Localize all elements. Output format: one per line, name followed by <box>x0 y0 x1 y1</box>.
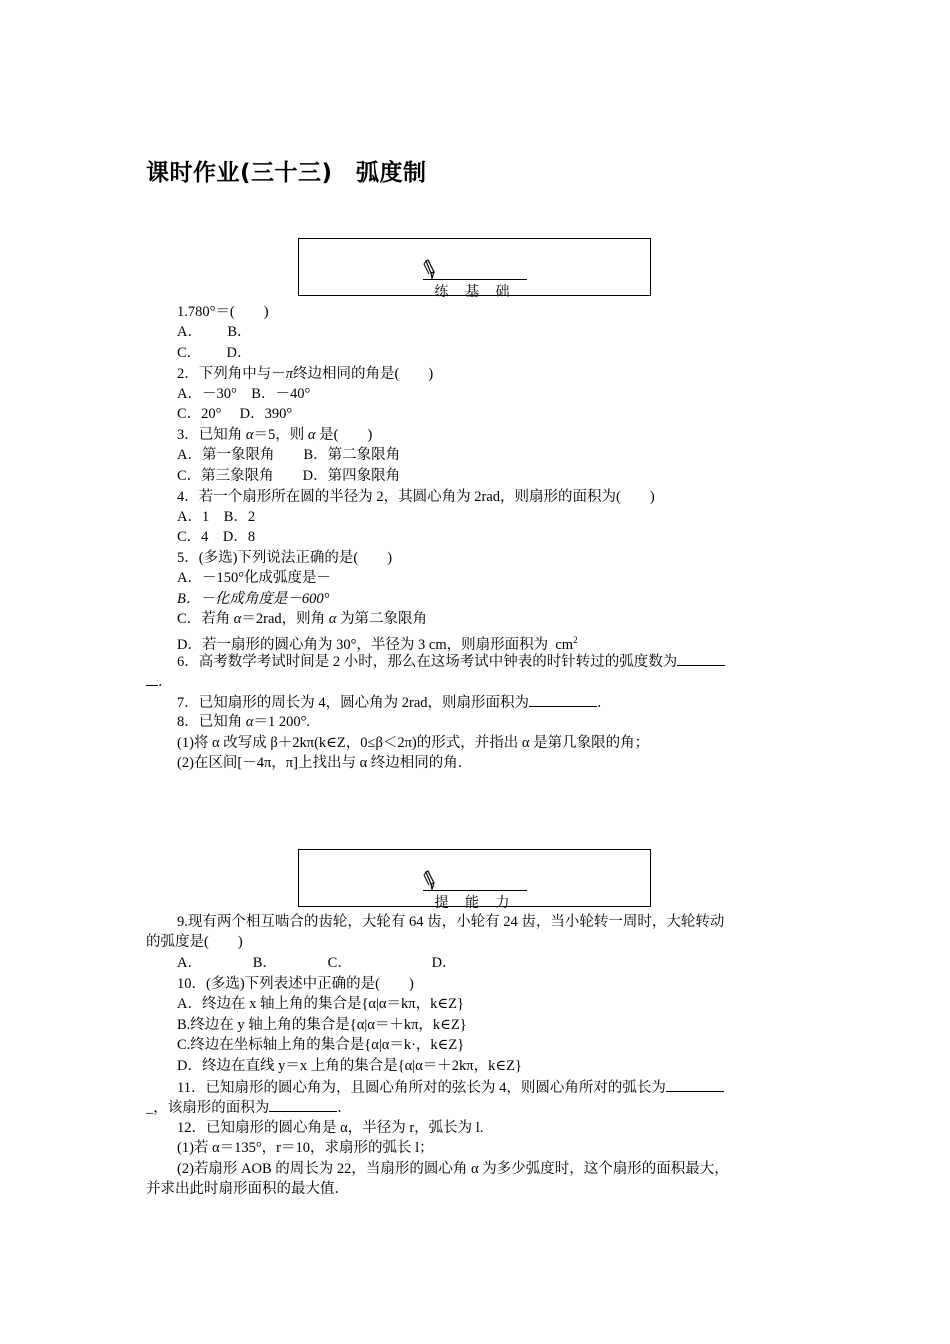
question-5-stem: 5．(多选)下列说法正确的是( ) <box>177 550 393 566</box>
answer-blank[interactable] <box>677 651 725 666</box>
question-10-option-d: D．终边在直线 y＝x 上角的集合是{α|α＝＋2kπ，k∈Z} <box>177 1058 522 1074</box>
q5-text: C．若角 <box>177 611 234 627</box>
question-10-option-b: B.终边在 y 轴上角的集合是{α|α＝＋kπ，k∈Z} <box>177 1017 467 1033</box>
section-banner-advanced <box>298 849 651 911</box>
q8-text: ＝1 200°. <box>253 714 311 730</box>
q3-text: 是( ) <box>315 427 373 443</box>
question-5-option-a: A．－150°化成弧度是－ <box>177 570 332 586</box>
pi-symbol: π <box>285 366 294 382</box>
alpha-symbol: α <box>245 427 254 443</box>
alpha-symbol: α <box>307 427 316 443</box>
q6-text: 6．高考数学考试时间是 2 小时，那么在这场考试中钟表的时针转过的弧度数为 <box>177 654 678 670</box>
question-8-part-1: (1)将 α 改写成 β＋2kπ(k∈Z，0≤β＜2π)的形式，并指出 α 是第几象限的角； <box>177 735 650 751</box>
q2-text: 终边相同的角是( ) <box>293 366 434 382</box>
alpha-symbol: α <box>328 611 337 627</box>
q11-text: ． <box>337 1100 352 1116</box>
q6-text: ． <box>158 674 173 690</box>
answer-blank[interactable] <box>269 1097 337 1112</box>
alpha-symbol: α <box>233 611 242 627</box>
q3-text: 3．已知角 <box>177 427 246 443</box>
question-12-stem: 12．已知扇形的圆心角是 α，半径为 r，弧长为 l. <box>177 1120 484 1136</box>
alpha-symbol: α <box>245 714 254 730</box>
question-9-stem: 9.现有两个相互啮合的齿轮，大轮有 64 齿，小轮有 24 齿，当小轮转一周时，大轮转动 <box>177 914 725 930</box>
question-7-stem <box>177 692 612 713</box>
question-3-options-cd: C．第三象限角 D．第四象限角 <box>177 468 401 484</box>
question-3-stem <box>177 425 372 445</box>
pen-icon <box>423 259 437 279</box>
question-4-stem: 4．若一个扇形所在圆的半径为 2，其圆心角为 2rad，则扇形的面积为( ) <box>177 489 655 505</box>
question-4-options-ab: A．1 B．2 <box>177 509 256 525</box>
question-2-options-cd: C．20° D．390° <box>177 406 293 422</box>
question-12-part-2: (2)若扇形 AOB 的周长为 22，当扇形的圆心角 α 为多少弧度时，这个扇形的面积最大， <box>177 1161 729 1177</box>
question-12-part-2-cont: 并求出此时扇形面积的最大值． <box>146 1181 349 1197</box>
q11-text: _，该扇形的面积为 <box>146 1100 270 1116</box>
q7-text: ． <box>597 695 612 711</box>
question-5-option-c <box>177 609 427 629</box>
answer-blank[interactable] <box>146 671 158 686</box>
question-10-option-a: A．终边在 x 轴上角的集合是{α|α＝kπ，k∈Z} <box>177 996 464 1012</box>
question-8-part-2: (2)在区间[－4π，π]上找出与 α 终边相同的角． <box>177 755 473 771</box>
question-2-stem <box>177 364 433 384</box>
banner-underline <box>423 279 527 280</box>
question-2-options-ab: A．－30° B．－40° <box>177 386 311 402</box>
question-5-option-b: B．－化成角度是－600° <box>177 591 330 607</box>
question-10-stem: 10．(多选)下列表述中正确的是( ) <box>177 976 414 992</box>
question-6-stem <box>177 651 725 672</box>
question-1-options-ab: A． B． <box>177 324 252 340</box>
page-title: 课时作业(三十三) 弧度制 <box>146 160 427 186</box>
q7-text: 7．已知扇形的周长为 4，圆心角为 2rad，则扇形面积为 <box>177 695 530 711</box>
question-6-cont <box>146 671 173 692</box>
q5-text: ＝2rad，则角 <box>241 611 329 627</box>
section-banner-basic <box>298 238 651 300</box>
q3-text: ＝5，则 <box>253 427 308 443</box>
question-11-cont <box>146 1097 352 1118</box>
question-9-options: A． B． C． D． <box>177 955 457 971</box>
q11-text: 11．已知扇形的圆心角为，且圆心角所对的弦长为 4，则圆心角所对的弧长为 <box>177 1080 666 1096</box>
question-1-stem: 1.780°＝( ) <box>177 304 269 320</box>
question-12-part-1: (1)若 α＝135°，r＝10，求扇形的弧长 l； <box>177 1140 434 1156</box>
answer-blank[interactable] <box>529 692 597 707</box>
section-label: 练 基 础 <box>434 284 516 300</box>
question-9-cont: 的弧度是( ) <box>146 934 243 950</box>
question-3-options-ab: A．第一象限角 B．第二象限角 <box>177 447 401 463</box>
pen-icon <box>423 870 437 890</box>
section-label: 提 能 力 <box>434 895 516 911</box>
banner-underline <box>423 890 527 891</box>
question-4-options-cd: C．4 D．8 <box>177 529 256 545</box>
q8-text: 8．已知角 <box>177 714 246 730</box>
q2-text: 2．下列角中与－ <box>177 366 286 382</box>
question-8-stem <box>177 712 310 732</box>
q5-text: D．若一扇形的圆心角为 30°，半径为 3 cm，则扇形面积为 cm <box>177 636 574 653</box>
question-1-options-cd: C． D． <box>177 345 252 361</box>
superscript: 2 <box>573 635 578 645</box>
q5-text: 为第二象限角 <box>336 611 428 627</box>
question-11-stem <box>177 1077 724 1098</box>
answer-blank[interactable] <box>666 1077 724 1092</box>
question-10-option-c: C.终边在坐标轴上角的集合是{α|α＝k·，k∈Z} <box>177 1037 465 1053</box>
